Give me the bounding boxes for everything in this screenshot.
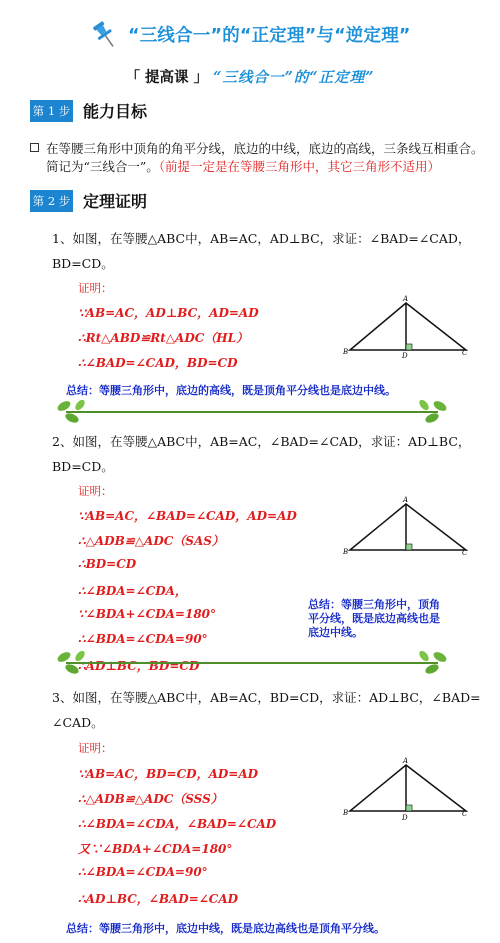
ability-note: （前提一定是在等腰三角形中，其它三角形不适用） [158,159,441,174]
header [0,8,500,48]
step-1-badge: 第 1 步 [30,100,73,122]
triangle-figure-3 [342,755,472,825]
problem-3-statement-cont: ∠CAD。 [52,715,104,730]
ability-line-2 [46,157,440,175]
problem-2-statement: 2、如图，在等腰△ABC中，AB=AC，∠BAD=∠CAD，求证：AD⊥BC， [52,434,471,449]
subtitle-topic: “三线合一”的“正定理” [213,69,375,86]
problem-3-proof-step: ∴∠BDA=∠CDA，∠BAD=∠CAD [78,817,277,831]
vine-divider-icon [52,397,452,427]
step-2-title: 定理证明 [83,192,148,211]
problem-2-summary: 平分线，既是底边高线也是 [308,612,440,625]
problem-3-proof-step: 又∵∠BDA+∠CDA=180° [78,842,233,856]
ability-shorthand: 简记为“三线合一”。 [46,159,159,174]
point-d-label: D [402,814,408,822]
problem-3-proof-step: ∴△ADB≌△ADC（SSS） [78,792,223,806]
subtitle [0,66,500,87]
problem-1-proof-step: ∴Rt△ABD≌Rt△ADC（HL） [78,331,249,345]
vertex-c-label: C [462,349,468,357]
vertex-b-label: B [343,548,349,556]
problem-2-proof-step: ∴△ADB≌△ADC（SAS） [78,534,224,548]
vertex-b-label: B [343,348,349,356]
triangle-figure-2 [342,494,472,564]
vertex-b-label: B [343,809,349,817]
triangle-figure-1 [342,293,472,363]
subtitle-course: 「 提高课 」 [125,70,209,86]
problem-3-proof-step: ∴AD⊥BC，∠BAD=∠CAD [78,892,239,906]
problem-2-proof-step: ∴∠BDA=∠CDA=90° [78,632,208,646]
step-2-badge: 第 2 步 [30,190,73,212]
problem-2-proof-step: ∴∠BDA=∠CDA， [78,584,187,598]
problem-1-proof-step: ∵AB=AC，AD⊥BC，AD=AD [78,306,259,320]
problem-2-summary: 底边中线。 [308,626,363,639]
vertex-c-label: C [462,549,468,557]
problem-2-proof-step: ∵∠BDA+∠CDA=180° [78,607,217,621]
problem-2-statement-cont: BD=CD。 [52,459,114,474]
problem-2-summary: 总结：等腰三角形中，顶角 [308,598,440,611]
vertex-a-label: A [403,496,409,504]
problem-2-proof-step: ∴BD=CD [78,557,137,571]
problem-1-proof-step: ∴∠BAD=∠CAD，BD=CD [78,356,238,370]
problem-2-proof-heading: 证明： [78,484,113,498]
problem-3-proof-heading: 证明： [78,741,113,755]
problem-1-statement: 1、如图，在等腰△ABC中，AB=AC，AD⊥BC，求证：∠BAD=∠CAD， [52,231,471,246]
problem-1-summary: 总结：等腰三角形中，底边的高线，既是顶角平分线也是底边中线。 [66,384,396,397]
vertex-c-label: C [462,810,468,818]
problem-3-statement: 3、如图，在等腰△ABC中，AB=AC，BD=CD，求证：AD⊥BC，∠BAD= [52,690,481,705]
step-1-title: 能力目标 [83,102,148,121]
problem-1-statement-cont: BD=CD。 [52,256,114,271]
problem-3-proof-step: ∵AB=AC，BD=CD，AD=AD [78,767,259,781]
vine-divider-icon [52,648,452,678]
checkbox-icon [30,143,39,152]
ability-line-1: 在等腰三角形中顶角的角平分线，底边的中线，底边的高线，三条线互相重合。 [46,141,484,156]
problem-1-proof-heading: 证明： [78,281,113,295]
point-d-label: D [402,352,408,360]
problem-3-summary: 总结：等腰三角形中，底边中线，既是底边高线也是顶角平分线。 [66,922,385,935]
problem-2-proof-step: ∵AB=AC，∠BAD=∠CAD，AD=AD [78,509,297,523]
vertex-a-label: A [403,295,409,303]
problem-2-proof-step: ∴AD⊥BC，BD=CD [78,659,200,673]
page-title: “三线合一”的“正定理”与“逆定理” [128,26,411,46]
problem-3-proof-step: ∴∠BDA=∠CDA=90° [78,865,208,879]
pushpin-icon [93,20,117,50]
vertex-a-label: A [403,757,409,765]
